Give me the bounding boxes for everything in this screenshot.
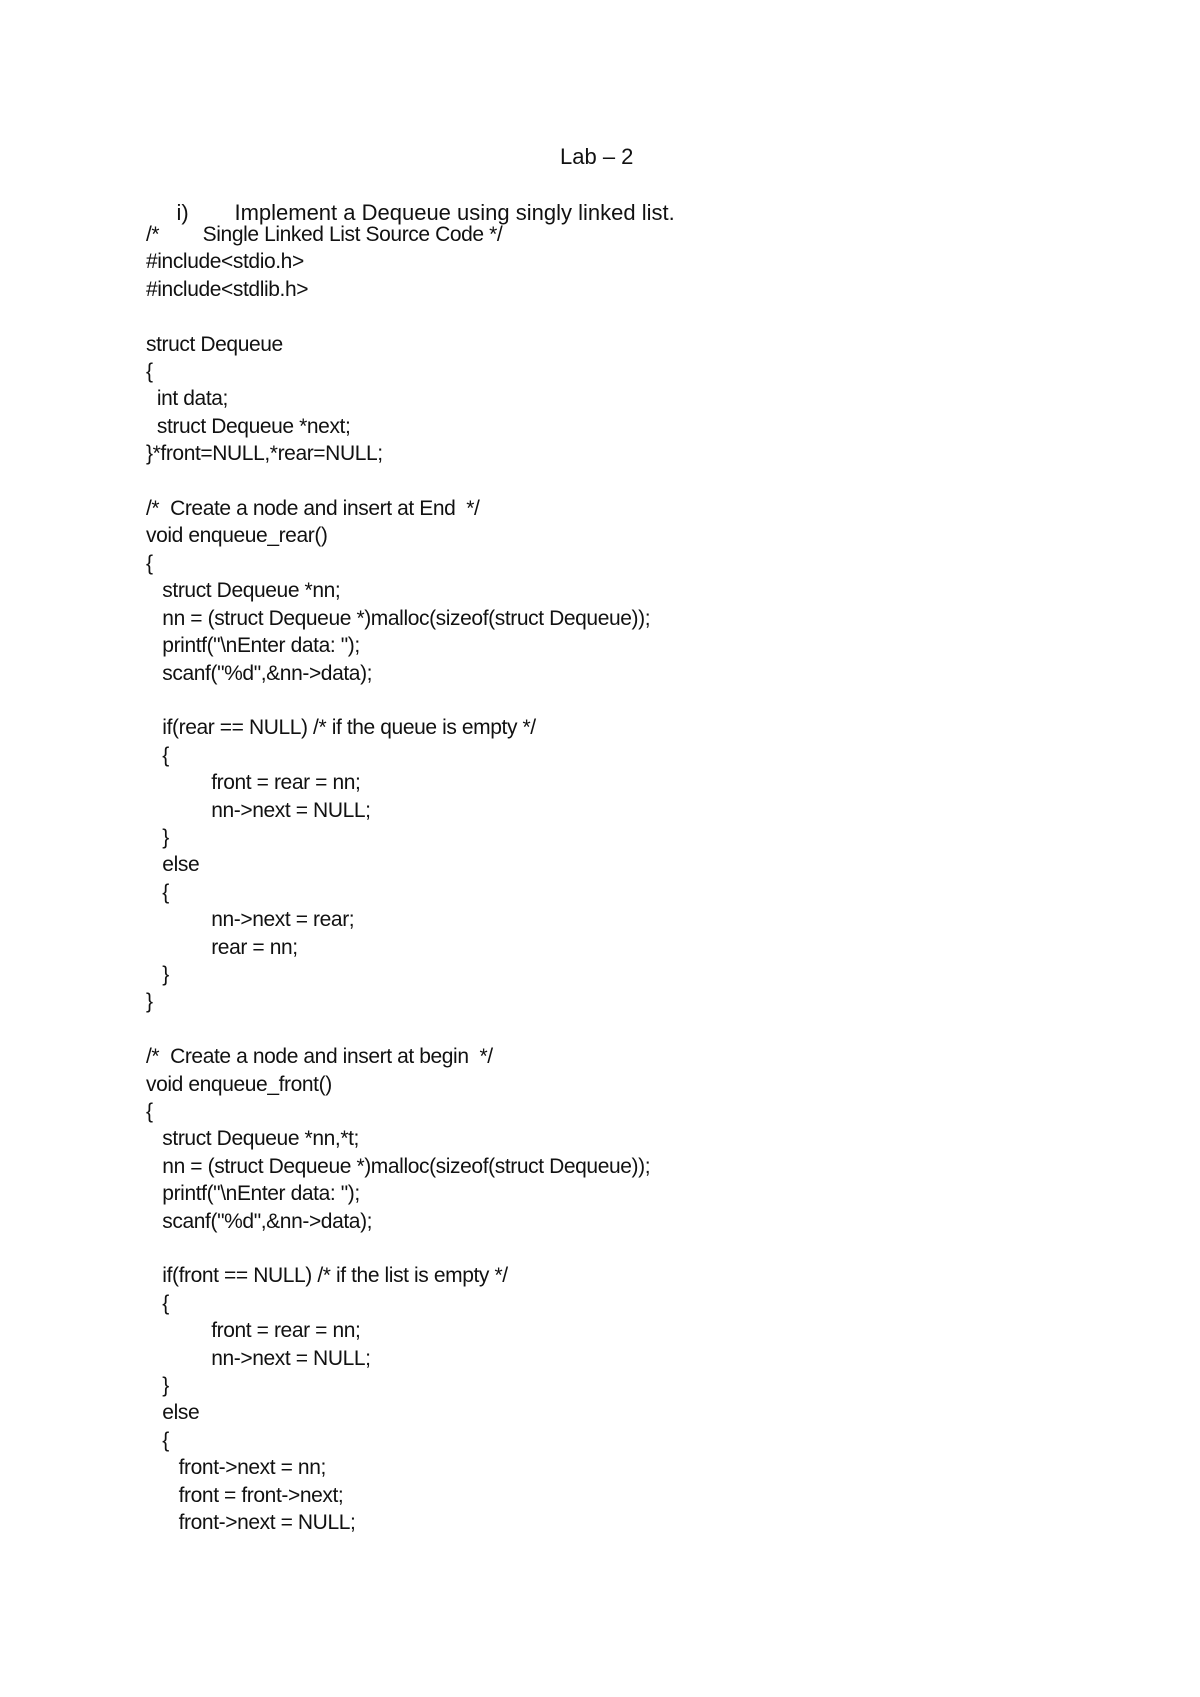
- code-line: }: [146, 825, 169, 849]
- code-line: void enqueue_front(): [146, 1072, 332, 1096]
- code-line: /* Single Linked List Source Code */: [146, 223, 503, 246]
- code-line: nn->next = NULL;: [146, 1346, 371, 1370]
- code-line: /* Create a node and insert at End */: [146, 497, 480, 521]
- code-line: {: [146, 360, 153, 384]
- code-line: front->next = nn;: [146, 1456, 326, 1480]
- code-line: {: [146, 1100, 153, 1123]
- code-line: #include<stdio.h>: [146, 250, 304, 274]
- code-line: nn = (struct Dequeue *)malloc(sizeof(struct Dequeue));: [146, 606, 651, 630]
- code-line: nn = (struct Dequeue *)malloc(sizeof(struct Dequeue));: [146, 1154, 651, 1178]
- code-line: front = rear = nn;: [146, 1319, 361, 1343]
- code-line: else: [146, 1401, 200, 1425]
- code-line: struct Dequeue *nn,*t;: [146, 1127, 359, 1151]
- code-line: if(front == NULL) /* if the list is empty */: [146, 1264, 508, 1288]
- question-number: i): [176, 200, 189, 225]
- code-line: nn->next = rear;: [146, 908, 355, 932]
- code-line: else: [146, 853, 200, 877]
- code-line: if(rear == NULL) /* if the queue is empty */: [146, 716, 536, 740]
- code-line: front->next = NULL;: [146, 1511, 356, 1535]
- code-line: nn->next = NULL;: [146, 798, 371, 822]
- code-line: }: [146, 990, 153, 1014]
- code-line: struct Dequeue *next;: [146, 414, 351, 438]
- code-line: front = rear = nn;: [146, 771, 361, 795]
- code-line: {: [146, 880, 169, 904]
- lab-heading: Lab – 2: [560, 144, 634, 169]
- code-line: }*front=NULL,*rear=NULL;: [146, 442, 383, 466]
- code-line: {: [146, 743, 169, 767]
- code-line: scanf("%d",&nn->data);: [146, 661, 373, 685]
- code-line: rear = nn;: [146, 935, 298, 959]
- code-line: {: [146, 1291, 169, 1315]
- question-text: Implement a Dequeue using singly linked list.: [234, 200, 675, 225]
- code-line: int data;: [146, 387, 228, 411]
- code-line: }: [146, 1374, 169, 1398]
- code-line: printf("\nEnter data: ");: [146, 634, 360, 658]
- code-line: void enqueue_rear(): [146, 524, 328, 548]
- code-line: struct Dequeue: [146, 332, 283, 356]
- code-line: printf("\nEnter data: ");: [146, 1182, 360, 1206]
- code-line: scanf("%d",&nn->data);: [146, 1209, 373, 1233]
- code-line: struct Dequeue *nn;: [146, 579, 341, 603]
- source-code-block: [146, 221, 650, 1537]
- code-line: {: [146, 1428, 169, 1452]
- code-line: }: [146, 962, 169, 986]
- code-line: front = front->next;: [146, 1483, 344, 1507]
- code-line: #include<stdlib.h>: [146, 277, 309, 301]
- code-line: {: [146, 551, 153, 575]
- code-line: /* Create a node and insert at begin */: [146, 1045, 493, 1069]
